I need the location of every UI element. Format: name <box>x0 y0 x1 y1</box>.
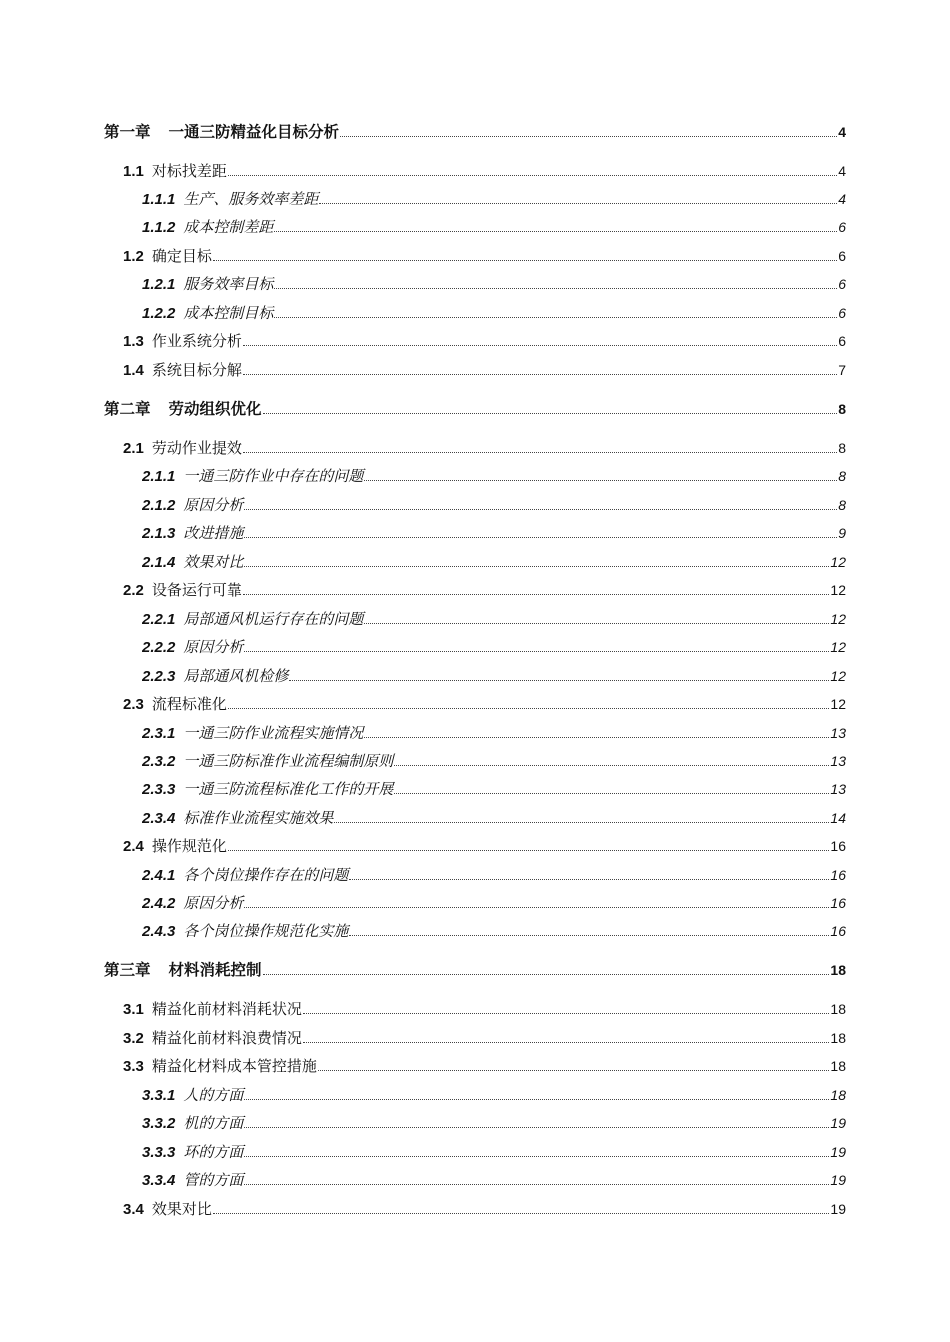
toc-title: 服务效率目标 <box>183 275 274 293</box>
dot-leader <box>263 974 830 975</box>
toc-entry[interactable] <box>123 437 846 459</box>
toc-page-number: 16 <box>830 923 846 939</box>
dot-leader <box>244 907 829 908</box>
toc-title: 改进措施 <box>183 524 244 542</box>
toc-number: 2.4.1 <box>142 867 176 884</box>
dot-leader <box>318 1070 830 1071</box>
toc-title: 对标找差距 <box>151 162 227 180</box>
toc-entry[interactable] <box>123 693 846 715</box>
toc-title: 系统目标分解 <box>151 361 242 379</box>
dot-leader <box>243 345 837 346</box>
toc-entry[interactable] <box>142 216 846 238</box>
toc-entry[interactable] <box>142 188 846 210</box>
toc-page-number: 16 <box>830 895 846 911</box>
toc-page-number: 19 <box>830 1201 846 1217</box>
toc-title: 标准作业流程实施效果 <box>183 809 334 827</box>
toc-title: 劳动组织优化 <box>168 400 262 418</box>
toc-number: 3.3.3 <box>142 1144 176 1161</box>
toc-page-number: 7 <box>838 362 846 378</box>
toc-entry[interactable] <box>142 892 846 914</box>
toc-number: 第一章 <box>104 123 151 141</box>
toc-number: 2.3.1 <box>142 725 176 742</box>
toc-title: 操作规范化 <box>151 837 227 855</box>
toc-title: 一通三防标准作业流程编制原则 <box>183 752 394 770</box>
toc-entry[interactable] <box>142 1084 846 1106</box>
toc-entry[interactable] <box>123 245 846 267</box>
toc-title: 成本控制目标 <box>183 304 274 322</box>
toc-number: 1.3 <box>123 333 144 350</box>
toc-number: 第二章 <box>104 400 151 418</box>
dot-leader <box>213 1213 830 1214</box>
dot-leader <box>349 879 829 880</box>
toc-number: 2.4.2 <box>142 895 176 912</box>
toc-title: 精益化材料成本管控措施 <box>151 1057 317 1075</box>
toc-number: 2.1.4 <box>142 554 176 571</box>
toc-entry[interactable] <box>104 398 846 420</box>
toc-entry[interactable] <box>123 1027 846 1049</box>
toc-title: 局部通风机检修 <box>183 667 289 685</box>
dot-leader <box>244 1184 829 1185</box>
dot-leader <box>334 822 829 823</box>
toc-number: 3.4 <box>123 1201 144 1218</box>
toc-page-number: 16 <box>830 867 846 883</box>
toc-entry[interactable] <box>142 864 846 886</box>
toc-entry[interactable] <box>142 522 846 544</box>
toc-entry[interactable] <box>142 494 846 516</box>
toc-page-number: 18 <box>830 1058 846 1074</box>
toc-number: 3.3.2 <box>142 1115 176 1132</box>
toc-number: 3.1 <box>123 1001 144 1018</box>
toc-page-number: 6 <box>838 276 846 292</box>
dot-leader <box>243 374 837 375</box>
toc-page-number: 18 <box>830 1001 846 1017</box>
toc-title: 材料消耗控制 <box>168 961 262 979</box>
dot-leader <box>289 680 829 681</box>
toc-title: 原因分析 <box>183 496 244 514</box>
toc-title: 成本控制差距 <box>183 218 274 236</box>
toc-entry[interactable] <box>104 121 846 143</box>
dot-leader <box>228 850 830 851</box>
toc-number: 3.3 <box>123 1058 144 1075</box>
dot-leader <box>364 623 829 624</box>
toc-page-number: 6 <box>838 248 846 264</box>
toc-page-number: 8 <box>838 497 846 513</box>
toc-page-number: 19 <box>830 1172 846 1188</box>
toc-title: 原因分析 <box>183 894 244 912</box>
dot-leader <box>243 594 830 595</box>
toc-entry[interactable] <box>142 273 846 295</box>
toc-page-number: 18 <box>830 1087 846 1103</box>
toc-page-number: 13 <box>830 725 846 741</box>
toc-title: 一通三防作业中存在的问题 <box>183 467 364 485</box>
dot-leader <box>364 480 837 481</box>
dot-leader <box>244 651 829 652</box>
toc-entry[interactable] <box>123 579 846 601</box>
toc-number: 3.2 <box>123 1030 144 1047</box>
toc-number: 1.1.1 <box>142 191 176 208</box>
dot-leader <box>244 1127 829 1128</box>
toc-entry[interactable] <box>142 722 846 744</box>
toc-page-number: 8 <box>838 468 846 484</box>
toc-number: 2.2.3 <box>142 668 176 685</box>
toc-page-number: 12 <box>830 554 846 570</box>
toc-page-number: 18 <box>830 962 846 978</box>
toc-title: 效果对比 <box>183 553 244 571</box>
toc-entry[interactable] <box>142 608 846 630</box>
toc-page-number: 19 <box>830 1115 846 1131</box>
toc-title: 人的方面 <box>183 1086 244 1104</box>
toc-page-number: 12 <box>830 639 846 655</box>
toc-entry[interactable] <box>142 1141 846 1163</box>
toc-entry[interactable] <box>142 920 846 942</box>
toc-page-number: 9 <box>838 525 846 541</box>
toc-number: 2.3 <box>123 696 144 713</box>
toc-entry[interactable] <box>123 998 846 1020</box>
toc-entry[interactable] <box>142 1169 846 1191</box>
dot-leader <box>340 136 837 137</box>
toc-entry[interactable] <box>142 1112 846 1134</box>
toc-title: 效果对比 <box>151 1200 212 1218</box>
toc-number: 2.4.3 <box>142 923 176 940</box>
dot-leader <box>274 317 837 318</box>
toc-title: 作业系统分析 <box>151 332 242 350</box>
toc-title: 设备运行可靠 <box>151 581 242 599</box>
dot-leader <box>243 452 837 453</box>
toc-number: 2.1.3 <box>142 525 176 542</box>
toc-number: 1.2.2 <box>142 305 176 322</box>
toc-entry[interactable] <box>123 1198 846 1220</box>
dot-leader <box>349 935 829 936</box>
dot-leader <box>364 737 829 738</box>
toc-number: 2.3.2 <box>142 753 176 770</box>
toc-entry[interactable] <box>123 1055 846 1077</box>
toc-entry[interactable] <box>142 665 846 687</box>
toc-number: 2.2.2 <box>142 639 176 656</box>
toc-page-number: 19 <box>830 1144 846 1160</box>
dot-leader <box>244 566 829 567</box>
toc-number: 2.1 <box>123 440 144 457</box>
toc-page-number: 8 <box>838 401 846 417</box>
dot-leader <box>319 203 837 204</box>
dot-leader <box>213 260 837 261</box>
toc-entry[interactable] <box>142 636 846 658</box>
toc-page-number: 12 <box>830 696 846 712</box>
toc-page-number: 12 <box>830 611 846 627</box>
toc-number: 2.2 <box>123 582 144 599</box>
toc-title: 生产、服务效率差距 <box>183 190 319 208</box>
toc-page-number: 18 <box>830 1030 846 1046</box>
toc-title: 各个岗位操作存在的问题 <box>183 866 349 884</box>
dot-leader <box>263 413 838 414</box>
toc-title: 一通三防流程标准化工作的开展 <box>183 780 394 798</box>
toc-number: 第三章 <box>104 961 151 979</box>
toc-number: 2.1.2 <box>142 497 176 514</box>
toc-title: 各个岗位操作规范化实施 <box>183 922 349 940</box>
toc-number: 2.1.1 <box>142 468 176 485</box>
toc-page-number: 6 <box>838 219 846 235</box>
toc-entry[interactable] <box>104 959 846 981</box>
toc-number: 2.2.1 <box>142 611 176 628</box>
dot-leader <box>303 1042 830 1043</box>
toc-entry[interactable] <box>142 551 846 573</box>
toc-entry[interactable] <box>142 750 846 772</box>
toc-number: 2.4 <box>123 838 144 855</box>
toc-number: 3.3.4 <box>142 1172 176 1189</box>
toc-page-number: 6 <box>838 333 846 349</box>
toc-title: 机的方面 <box>183 1114 244 1132</box>
toc-title: 局部通风机运行存在的问题 <box>183 610 364 628</box>
dot-leader <box>274 288 837 289</box>
toc-number: 2.3.4 <box>142 810 176 827</box>
toc-number: 1.1.2 <box>142 219 176 236</box>
toc-title: 劳动作业提效 <box>151 439 242 457</box>
dot-leader <box>394 793 829 794</box>
toc-page-number: 13 <box>830 753 846 769</box>
dot-leader <box>274 231 837 232</box>
toc-title: 一通三防作业流程实施情况 <box>183 724 364 742</box>
toc-number: 1.2 <box>123 248 144 265</box>
toc-number: 2.3.3 <box>142 781 176 798</box>
toc-entry[interactable] <box>123 835 846 857</box>
toc-page-number: 8 <box>838 440 846 456</box>
toc-page-number: 14 <box>830 810 846 826</box>
toc-number: 3.3.1 <box>142 1087 176 1104</box>
dot-leader <box>244 1156 829 1157</box>
dot-leader <box>244 509 837 510</box>
toc-number: 1.4 <box>123 362 144 379</box>
toc-number: 1.1 <box>123 163 144 180</box>
toc-title: 精益化前材料消耗状况 <box>151 1000 302 1018</box>
dot-leader <box>244 1099 829 1100</box>
dot-leader <box>394 765 829 766</box>
toc-entry[interactable] <box>123 160 846 182</box>
toc-entry[interactable] <box>123 330 846 352</box>
toc-entry[interactable] <box>123 359 846 381</box>
toc-page-number: 4 <box>838 124 846 140</box>
dot-leader <box>228 708 830 709</box>
toc-title: 环的方面 <box>183 1143 244 1161</box>
toc-page-number: 12 <box>830 668 846 684</box>
toc-entry[interactable] <box>142 778 846 800</box>
toc-title: 确定目标 <box>151 247 212 265</box>
toc-entry[interactable] <box>142 807 846 829</box>
toc-entry[interactable] <box>142 465 846 487</box>
toc-page-number: 4 <box>838 163 846 179</box>
toc-page-number: 16 <box>830 838 846 854</box>
toc-page-number: 13 <box>830 781 846 797</box>
dot-leader <box>228 175 837 176</box>
toc-title: 流程标准化 <box>151 695 227 713</box>
toc-number: 1.2.1 <box>142 276 176 293</box>
toc-title: 管的方面 <box>183 1171 244 1189</box>
dot-leader <box>303 1013 830 1014</box>
toc-title: 原因分析 <box>183 638 244 656</box>
toc-title: 一通三防精益化目标分析 <box>168 123 340 141</box>
toc-title: 精益化前材料浪费情况 <box>151 1029 302 1047</box>
toc-page-number: 4 <box>838 191 846 207</box>
toc-page-number: 12 <box>830 582 846 598</box>
dot-leader <box>244 537 837 538</box>
toc-page-number: 6 <box>838 305 846 321</box>
toc-entry[interactable] <box>142 302 846 324</box>
